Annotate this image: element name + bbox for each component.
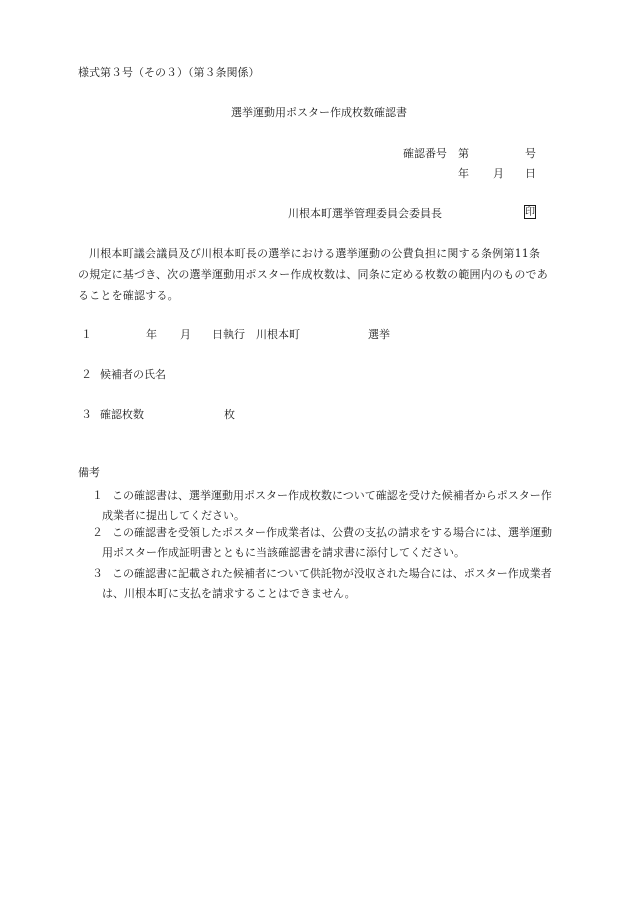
document-title: 選挙運動用ポスター作成枚数確認書 (231, 106, 407, 119)
remark-item (92, 486, 560, 526)
item-2-number: ２ (81, 368, 92, 381)
confirmation-number-suffix: 号 (525, 147, 536, 160)
date-year-label: 年 (458, 167, 469, 180)
remark-item (92, 523, 560, 563)
item-3-number: ３ (81, 408, 92, 421)
confirmation-number-prefix: 第 (458, 147, 469, 160)
remark-text: この確認書を受領したポスター作成業者は、公費の支払の請求をする場合には、選挙運動用ポスター作成証明書とともに当該確認書を請求書に添付してください。 (102, 526, 552, 559)
form-number: 様式第３号（その３）（第３条関係） (78, 66, 260, 79)
body-paragraph: 川根本町議会議員及び川根本町長の選挙における選挙運動の公費負担に関する条例第11条の規定に基づき、次の選挙運動用ポスター作成枚数は、同条に定める枚数の範囲内のものであることを確認する。 (78, 247, 548, 302)
date-month-label: 月 (493, 167, 504, 180)
seal-mark: 印 (525, 207, 535, 218)
item-1-election-label: 選挙 (368, 328, 390, 341)
confirmed-count-label: 確認枚数 (100, 408, 144, 421)
remark-item (92, 564, 560, 604)
remarks-heading: 備考 (78, 466, 100, 479)
candidate-name-label: 候補者の氏名 (100, 368, 166, 381)
remark-number: １ (92, 489, 103, 502)
item-1-town-label: 川根本町 (256, 328, 300, 341)
date-day-label: 日 (525, 167, 536, 180)
item-1-month-label: 月 (180, 328, 191, 341)
item-1-year-label: 年 (146, 328, 157, 341)
remark-number: ２ (92, 526, 103, 539)
remark-text: この確認書に記載された候補者について供託物が没収された場合には、ポスター作成業者は、川根本町に支払を請求することはできません。 (102, 567, 552, 600)
chairman-title: 川根本町選挙管理委員会委員長 (288, 207, 442, 220)
item-1-day-label: 日執行 (212, 328, 245, 341)
confirmed-count-unit: 枚 (224, 408, 235, 421)
confirmation-number-label: 確認番号 (403, 147, 447, 160)
remark-number: ３ (92, 567, 103, 580)
remark-text: この確認書は、選挙運動用ポスター作成枚数について確認を受けた候補者からポスター作成業者に提出してください。 (102, 489, 552, 522)
item-1-number: １ (81, 328, 92, 341)
